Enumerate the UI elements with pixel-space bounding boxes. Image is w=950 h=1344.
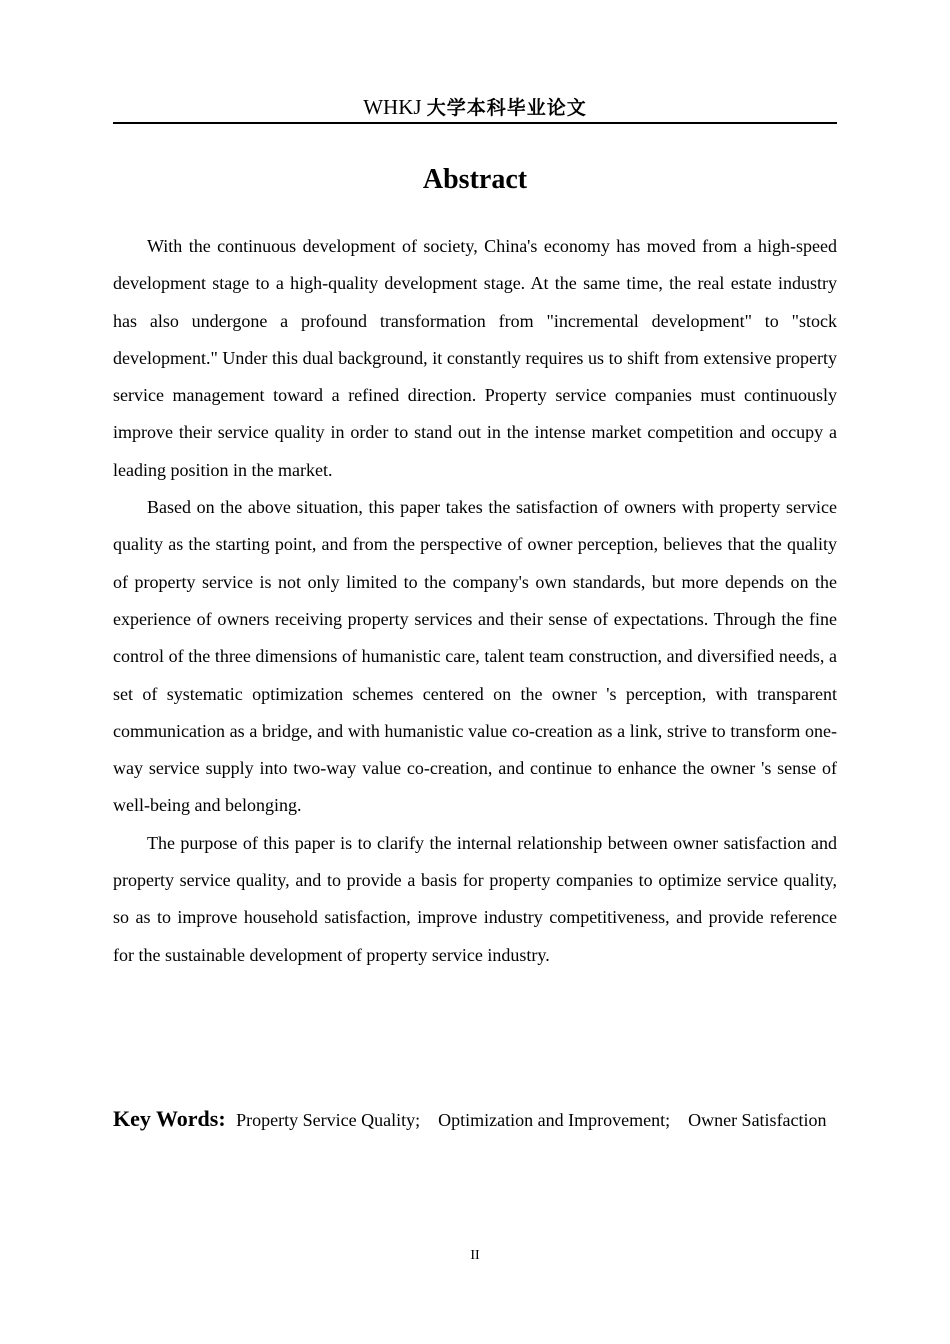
abstract-paragraph-3: The purpose of this paper is to clarify the internal relationship between owner satisfaction and property service quality, and to provide a basis for property companies to optimize service quality, so as to improve household satisfaction, improve industry competitiveness, and provide reference for the sustainable development of property service industry.: [113, 832, 837, 965]
keyword-item: Owner Satisfaction: [688, 1110, 827, 1130]
abstract-paragraph-1: With the continuous development of society, China's economy has moved from a high-speed development stage to a high-quality development stage. At the same time, the real estate industry has also undergone a profound transformation from "incremental development" to "stock development." Under this dual background, it constantly requires us to shift from extensive property service management toward a refined direction. Property service companies must continuously improve their service quality in order to stand out in the intense market competition and occupy a leading position in the market.: [113, 236, 837, 480]
header-chinese-text: 大学本科毕业论文: [426, 97, 587, 119]
abstract-title: Abstract: [422, 164, 528, 195]
keywords-label: Key Words:: [113, 1106, 226, 1131]
header-latin-text: WHKJ: [363, 95, 427, 119]
keyword-separator: [670, 1110, 688, 1130]
abstract-body: [113, 228, 837, 974]
keyword-separator: [420, 1110, 438, 1130]
keywords-section: [113, 1094, 837, 1145]
page-number: II: [470, 1248, 480, 1263]
keyword-item: Optimization and Improvement;: [438, 1110, 671, 1130]
keyword-item: Property Service Quality;: [236, 1110, 421, 1130]
abstract-paragraph-2: Based on the above situation, this paper takes the satisfaction of owners with property service quality as the starting point, and from the perspective of owner perception, believes that the quality of property service is not only limited to the company's own standards, but more depends on the experience of owners receiving property services and their sense of expectations. Through the fine control of the three dimensions of humanistic care, talent team construction, and diversified needs, a set of systematic optimization schemes centered on the owner 's perception, with transparent communication as a bridge, and with humanistic value co-creation as a link, strive to transform one-way service supply into two-way value co-creation, and continue to enhance the owner 's sense of well-being and belonging.: [113, 497, 837, 816]
page-header: [113, 94, 837, 124]
